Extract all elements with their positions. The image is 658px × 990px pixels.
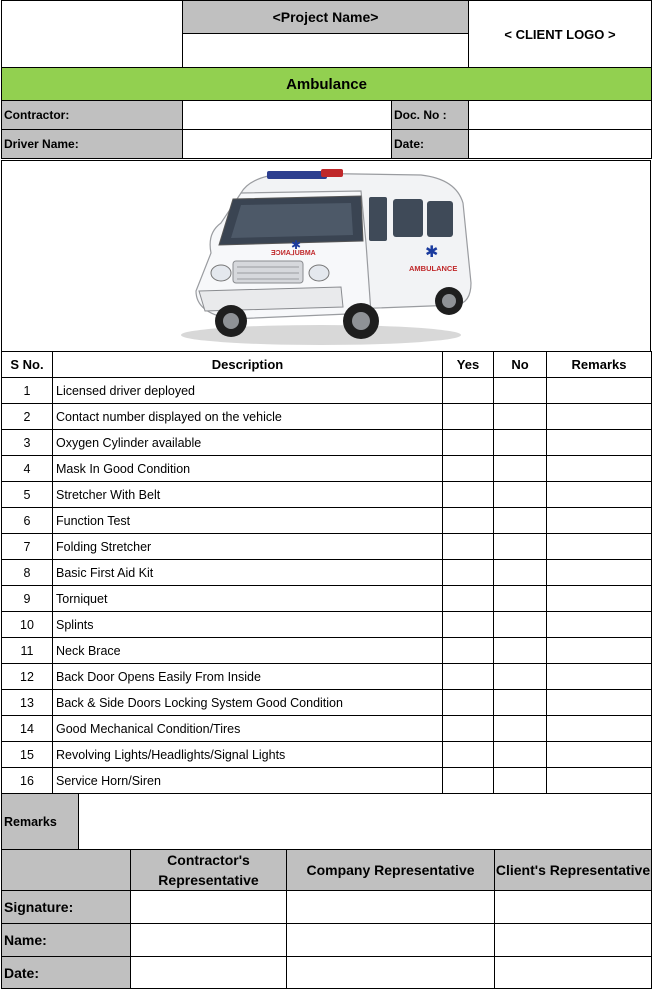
no-cell[interactable] [494,378,547,404]
row-description: Folding Stretcher [53,534,443,560]
header-table [1,0,652,101]
yes-cell[interactable] [443,534,494,560]
remarks-cell[interactable] [547,456,652,482]
remarks-cell[interactable] [547,612,652,638]
doc-no-label: Doc. No : [392,101,469,130]
yes-cell[interactable] [443,768,494,794]
project-name: <Project Name> [183,1,469,34]
contractor-field[interactable] [183,101,392,130]
row-description: Good Mechanical Condition/Tires [53,716,443,742]
remarks-cell[interactable] [547,638,652,664]
yes-cell[interactable] [443,586,494,612]
row-number: 8 [2,560,53,586]
no-cell[interactable] [494,586,547,612]
contractor-signature-field[interactable] [131,891,287,924]
table-row [2,378,652,404]
contractor-rep-header: Contractor's Representative [131,850,287,891]
windshield-reflection [231,203,353,238]
yes-cell[interactable] [443,508,494,534]
row-number: 2 [2,404,53,430]
table-row [2,742,652,768]
driver-name-field[interactable] [183,130,392,159]
no-cell[interactable] [494,612,547,638]
row-number: 12 [2,664,53,690]
no-cell[interactable] [494,560,547,586]
no-cell[interactable] [494,664,547,690]
row-number: 7 [2,534,53,560]
remarks-cell[interactable] [547,534,652,560]
headlight-left [211,265,231,281]
grille [233,261,303,283]
remarks-cell[interactable] [547,664,652,690]
signoff-corner [2,850,131,891]
yes-cell[interactable] [443,482,494,508]
signature-label: Signature: [2,891,131,924]
no-cell[interactable] [494,404,547,430]
yes-cell[interactable] [443,404,494,430]
row-number: 6 [2,508,53,534]
row-number: 13 [2,690,53,716]
col-no-header: No [494,352,547,378]
no-cell[interactable] [494,638,547,664]
table-row [2,612,652,638]
no-cell[interactable] [494,456,547,482]
header-blank-cell [2,1,183,68]
table-row [2,664,652,690]
no-cell[interactable] [494,742,547,768]
yes-cell[interactable] [443,560,494,586]
no-cell[interactable] [494,690,547,716]
row-number: 11 [2,638,53,664]
col-desc-header: Description [53,352,443,378]
driver-name-label: Driver Name: [2,130,183,159]
no-cell[interactable] [494,768,547,794]
contractor-date-field[interactable] [131,957,287,989]
side-window-2 [427,201,453,237]
company-date-field[interactable] [287,957,495,989]
row-number: 14 [2,716,53,742]
remarks-cell[interactable] [547,586,652,612]
bumper [199,287,343,311]
yes-cell[interactable] [443,638,494,664]
row-description: Back & Side Doors Locking System Good Condition [53,690,443,716]
yes-cell[interactable] [443,742,494,768]
row-description: Service Horn/Siren [53,768,443,794]
hubcap-front-right [352,312,370,330]
table-row [2,482,652,508]
remarks-cell[interactable] [547,378,652,404]
col-remarks-header: Remarks [547,352,652,378]
light-bar [267,171,327,179]
row-description: Function Test [53,508,443,534]
row-description: Revolving Lights/Headlights/Signal Lights [53,742,443,768]
row-description: Licensed driver deployed [53,378,443,404]
inspection-form [1,0,651,989]
row-number: 15 [2,742,53,768]
info-table [1,100,652,159]
hubcap-rear [442,294,456,308]
star-of-life-icon: ✱ [291,238,302,252]
row-description: Basic First Aid Kit [53,560,443,586]
remarks-cell[interactable] [547,430,652,456]
remarks-cell[interactable] [547,768,652,794]
row-number: 5 [2,482,53,508]
table-row [2,768,652,794]
table-row [2,430,652,456]
remarks-table [1,793,652,850]
yes-cell[interactable] [443,378,494,404]
ambulance-image [171,163,481,349]
signoff-date-label: Date: [2,957,131,989]
row-description: Torniquet [53,586,443,612]
image-table [1,160,651,352]
remarks-cell[interactable] [547,560,652,586]
yes-cell[interactable] [443,430,494,456]
date-field[interactable] [469,130,652,159]
table-row [2,534,652,560]
doc-no-field[interactable] [469,101,652,130]
hood-text: ƎƆИA⅃UBMA [271,250,316,257]
row-description: Back Door Opens Easily From Inside [53,664,443,690]
table-row [2,404,652,430]
client-signature-field[interactable] [495,891,652,924]
row-number: 3 [2,430,53,456]
contractor-name-field[interactable] [131,924,287,957]
table-row [2,638,652,664]
client-logo: < CLIENT LOGO > [469,1,652,68]
remarks-cell[interactable] [547,690,652,716]
col-yes-header: Yes [443,352,494,378]
remarks-cell[interactable] [547,742,652,768]
yes-cell[interactable] [443,690,494,716]
row-number: 10 [2,612,53,638]
project-name-field[interactable] [183,34,469,68]
signoff-table [1,849,652,989]
checklist-table [1,351,652,794]
row-description: Contact number displayed on the vehicle [53,404,443,430]
company-rep-header: Company Representative [287,850,495,891]
no-cell[interactable] [494,482,547,508]
remarks-cell[interactable] [547,482,652,508]
table-row [2,586,652,612]
remarks-label: Remarks [2,794,79,850]
remarks-field[interactable] [79,794,652,850]
yes-cell[interactable] [443,456,494,482]
contractor-label: Contractor: [2,101,183,130]
headlight-right [309,265,329,281]
side-text: AMBULANCE [409,264,458,273]
remarks-cell[interactable] [547,716,652,742]
hubcap-front-left [223,313,239,329]
ambulance-image-cell [2,161,651,352]
no-cell[interactable] [494,430,547,456]
client-rep-header: Client's Representative [495,850,652,891]
remarks-cell[interactable] [547,404,652,430]
table-row [2,456,652,482]
form-title: Ambulance [2,68,652,101]
row-description: Neck Brace [53,638,443,664]
client-name-field[interactable] [495,924,652,957]
row-number: 9 [2,586,53,612]
remarks-cell[interactable] [547,508,652,534]
yes-cell[interactable] [443,664,494,690]
side-window-1 [393,199,423,237]
row-number: 16 [2,768,53,794]
company-signature-field[interactable] [287,891,495,924]
no-cell[interactable] [494,716,547,742]
table-row [2,716,652,742]
row-description: Oxygen Cylinder available [53,430,443,456]
yes-cell[interactable] [443,612,494,638]
no-cell[interactable] [494,534,547,560]
no-cell[interactable] [494,508,547,534]
row-description: Splints [53,612,443,638]
table-row [2,690,652,716]
star-of-life-side-icon: ✱ [425,242,439,261]
row-number: 1 [2,378,53,404]
row-description: Stretcher With Belt [53,482,443,508]
name-label: Name: [2,924,131,957]
light-bar-red [321,169,343,177]
date-label: Date: [392,130,469,159]
client-date-field[interactable] [495,957,652,989]
table-row [2,508,652,534]
yes-cell[interactable] [443,716,494,742]
row-description: Mask In Good Condition [53,456,443,482]
row-number: 4 [2,456,53,482]
company-name-field[interactable] [287,924,495,957]
col-sno-header: S No. [2,352,53,378]
table-row [2,560,652,586]
door-window [369,197,387,241]
